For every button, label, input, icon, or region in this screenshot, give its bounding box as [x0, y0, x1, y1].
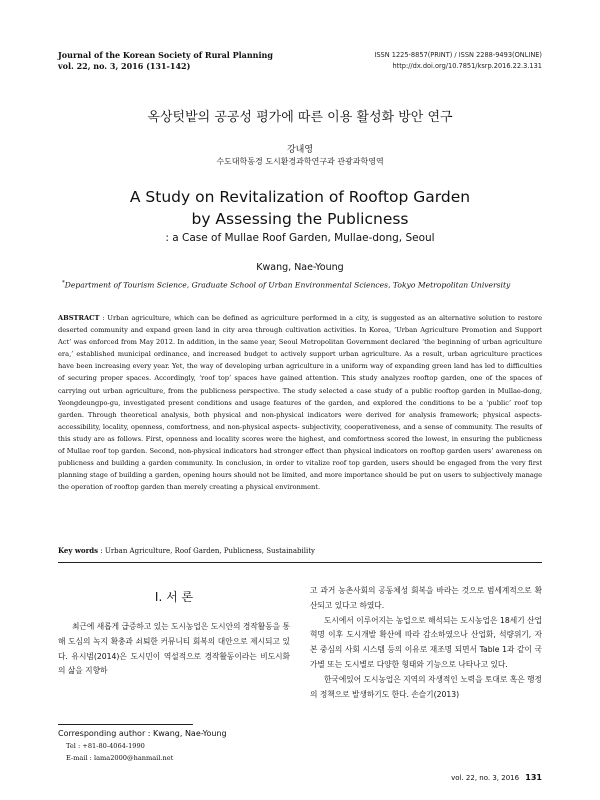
issn-header [374, 50, 542, 72]
section-heading: I. 서 론 [154, 590, 194, 604]
journal-volume: vol. 22, no. 3, 2016 (131-142) [58, 61, 191, 71]
email[interactable]: E-mail : lama2000@hanmail.net [66, 754, 174, 762]
english-title-line1: A Study on Revitalization of Rooftop Garden [129, 188, 471, 206]
english-title-line2: by Assessing the Publicness [191, 210, 409, 228]
keywords [58, 546, 542, 555]
keywords-text: : Urban Agriculture, Roof Garden, Publicness, Sustainability [100, 547, 315, 555]
english-subtitle: : a Case of Mullae Roof Garden, Mullae-dong, Seoul [165, 232, 435, 244]
keywords-label: Key words [58, 546, 99, 555]
phone: Tel : +81-80-4064-1990 [66, 742, 145, 750]
keywords-divider [58, 562, 542, 563]
page-number: 131 [525, 773, 542, 782]
body-right-column [310, 584, 542, 702]
body-paragraph: 최근에 새롭게 급증하고 있는 도시농업은 도시안의 경작활동을 통해 도심의 녹지 확충과 쇠퇴한 커뮤니티 회복의 대안으로 제시되고 있다. 유시범(2014)은 도시민이 역설적으로 경작활동이라는 비도시화의 삶을 지향하 [58, 622, 290, 676]
korean-affiliation: 수도대학동경 도시환경과학연구과 관광과학영역 [216, 157, 384, 166]
footer-issue: vol. 22, no. 3, 2016 [451, 774, 520, 782]
body-left-column [58, 620, 290, 679]
footnote-divider [58, 724, 193, 725]
affiliation-text: Department of Tourism Science, Graduate School of Urban Environmental Sciences, Tokyo Metropolitan University [64, 280, 511, 290]
issn: ISSN 1225-8857(PRINT) / ISSN 2288-9493(ONLINE) [374, 51, 542, 59]
doi-link[interactable]: http://dx.doi.org/10.7851/ksrp.2016.22.3.131 [392, 62, 542, 70]
footnote [58, 728, 227, 764]
abstract-text: : Urban agriculture, which can be defined as agriculture performed in a city, is suggested as an alternative solution to restore deserted community and expand green land in city area through cultivation activities. In Korea, ‘Urban Agriculture Promotion and Support Act’ was enforced from May 2012. In addition, in the same year, Seoul Metropolitan Government declared ‘the beginning of urban agriculture era,’ established municipal ordinance, and increased budget to actively support urban agriculture. As a result, urban agriculture practices have been increasing every year. Yet, the way of developing urban agriculture in a uniform way of expanding green land has led to difficulties of securing proper spaces. Accordingly, ‘roof top’ spaces have gained attention. This study analyzes rooftop garden, one of the spaces of carrying out urban agriculture, from the publicness perspective. The study selected a case study of a public rooftop garden in Mullae-dong, Yeongdeungpo-gu, investigated present conditions and usage features of the garden, and explored the conditions to be a ‘public’ roof top garden. Through theoretical analysis, both physical and non-physical indicators were derived for analysis framework; physical aspects- accessibility, locality, openness, comfortness, and non-physical aspects- subjectivity, cooperativeness, and a sense of community. The results of this study are as follows. First, openness and locality scores were the highest, and comfortness scored the lowest, in ensuring the publicness of Mullae roof top garden. Second, non-physical indicators had stronger effect than physical indicators on rooftop garden users’ awareness on publicness and building a garden community. In conclusion, in order to vitalize roof top garden, users should be engaged from the very first planning stage of building a garden, opening hours should not be limited, and more importance should be put on users to subjectively manage the operation of rooftop garden than merely creating a physical environment. [58, 314, 542, 492]
body-paragraph: 도시에서 이루어지는 농업으로 해석되는 도시농업은 18세기 산업혁명 이후 도시개발 확산에 따라 감소하였으나 산업화, 석량위기, 자본 중심의 사회 시스템 등의 이유로 재조명 되면서 Table 1과 같이 국가별 또는 도시별로 다양한 형태와 기능으로 나타나고 있다. [310, 615, 542, 669]
affiliation-mark: * [62, 280, 65, 286]
korean-title: 옥상텃밭의 공공성 평가에 따른 이용 활성화 방안 연구 [147, 110, 453, 125]
abstract [58, 312, 542, 493]
korean-author: 강내영 [286, 145, 314, 155]
english-title [0, 186, 600, 230]
english-affiliation [62, 280, 542, 290]
corresponding-author: Corresponding author : Kwang, Nae-Young [58, 729, 227, 738]
journal-name: Journal of the Korean Society of Rural Planning [58, 50, 273, 60]
abstract-label: ABSTRACT [58, 314, 100, 322]
body-paragraph: 고 과거 농촌사회의 공동체성 회복을 바라는 것으로 범세계적으로 확산되고 있다고 하였다. [310, 586, 542, 610]
page-footer [451, 773, 542, 782]
english-author: Kwang, Nae-Young [256, 262, 344, 273]
journal-header [58, 50, 273, 72]
body-paragraph: 한국에있어 도시농업은 지역의 자생적인 노력을 토대로 혹은 행정의 정책으로 발생하기도 한다. 손슬기(2013) [310, 674, 542, 699]
